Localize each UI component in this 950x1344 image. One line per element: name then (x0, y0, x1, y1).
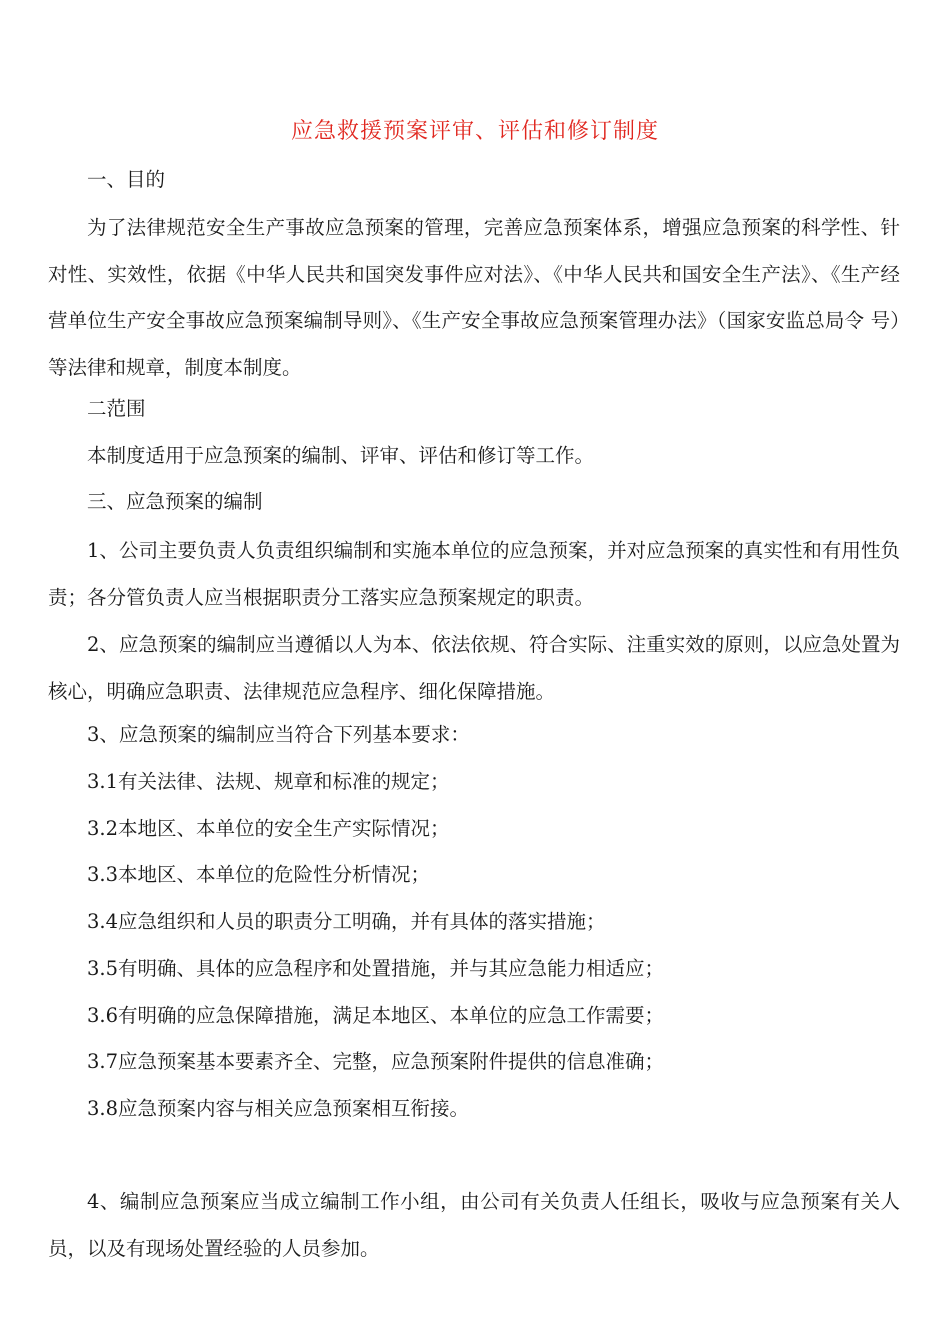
paragraph: 1、公司主要负责人负责组织编制和实施本单位的应急预案，并对应急预案的真实性和有用性负责；各分管负责人应当根据职责分工落实应急预案规定的职责。 (48, 539, 900, 609)
paragraph-item-3-3 (48, 855, 900, 895)
paragraph-item-3-2 (48, 809, 900, 849)
section-heading-scope (48, 389, 900, 429)
paragraph-item-3 (48, 715, 900, 755)
paragraph: 3.4应急组织和人员的职责分工明确，并有具体的落实措施； (87, 910, 606, 933)
paragraph: 本制度适用于应急预案的编制、评审、评估和修订等工作。 (87, 444, 595, 467)
paragraph: 一、目的 (87, 168, 166, 191)
paragraph: 3.3本地区、本单位的危险性分析情况； (87, 863, 431, 886)
paragraph-purpose-body (48, 205, 900, 391)
paragraph: 为了法律规范安全生产事故应急预案的管理，完善应急预案体系，增强应急预案的科学性、针对性、实效性，依据《中华人民共和国突发事件应对法》、《中华人民共和国安全生产法》、《生产经营单位生产安全事故应急预案编制导则》、《生产安全事故应急预案管理办法》（国家安监总局令 号）等法律和规章，制度本制度。 (48, 216, 900, 379)
section-heading-drafting (48, 482, 900, 522)
paragraph: 3.1有关法律、法规、规章和标准的规定； (87, 770, 450, 793)
paragraph: 3.8应急预案内容与相关应急预案相互衔接。 (87, 1097, 470, 1120)
paragraph-item-4 (48, 1178, 900, 1272)
paragraph: 3.2本地区、本单位的安全生产实际情况； (87, 817, 450, 840)
paragraph-item-3-8 (48, 1089, 900, 1129)
paragraph-item-3-5 (48, 949, 900, 989)
paragraph-item-3-7 (48, 1042, 900, 1082)
paragraph: 二范围 (87, 397, 146, 420)
paragraph-item-1 (48, 527, 900, 621)
paragraph-item-3-1 (48, 762, 900, 802)
section-heading-purpose (48, 160, 900, 200)
paragraph-item-3-4 (48, 902, 900, 942)
paragraph: 2、应急预案的编制应当遵循以人为本、依法依规、符合实际、注重实效的原则，以应急处置为核心，明确应急职责、法律规范应急程序、细化保障措施。 (48, 633, 900, 703)
paragraph: 3.5有明确、具体的应急程序和处置措施，并与其应急能力相适应； (87, 957, 665, 980)
paragraph: 4、编制应急预案应当成立编制工作小组，由公司有关负责人任组长，吸收与应急预案有关人员，以及有现场处置经验的人员参加。 (48, 1190, 900, 1260)
paragraph: 三、应急预案的编制 (87, 490, 263, 513)
document-title: 应急救援预案评审、评估和修订制度 (290, 119, 659, 144)
paragraph: 3、应急预案的编制应当符合下列基本要求： (87, 723, 470, 746)
paragraph: 3.6有明确的应急保障措施，满足本地区、本单位的应急工作需要； (87, 1004, 665, 1027)
paragraph-item-3-6 (48, 996, 900, 1036)
paragraph-item-2 (48, 621, 900, 715)
paragraph: 3.7应急预案基本要素齐全、完整，应急预案附件提供的信息准确； (87, 1050, 665, 1073)
paragraph-scope-body (48, 436, 900, 476)
